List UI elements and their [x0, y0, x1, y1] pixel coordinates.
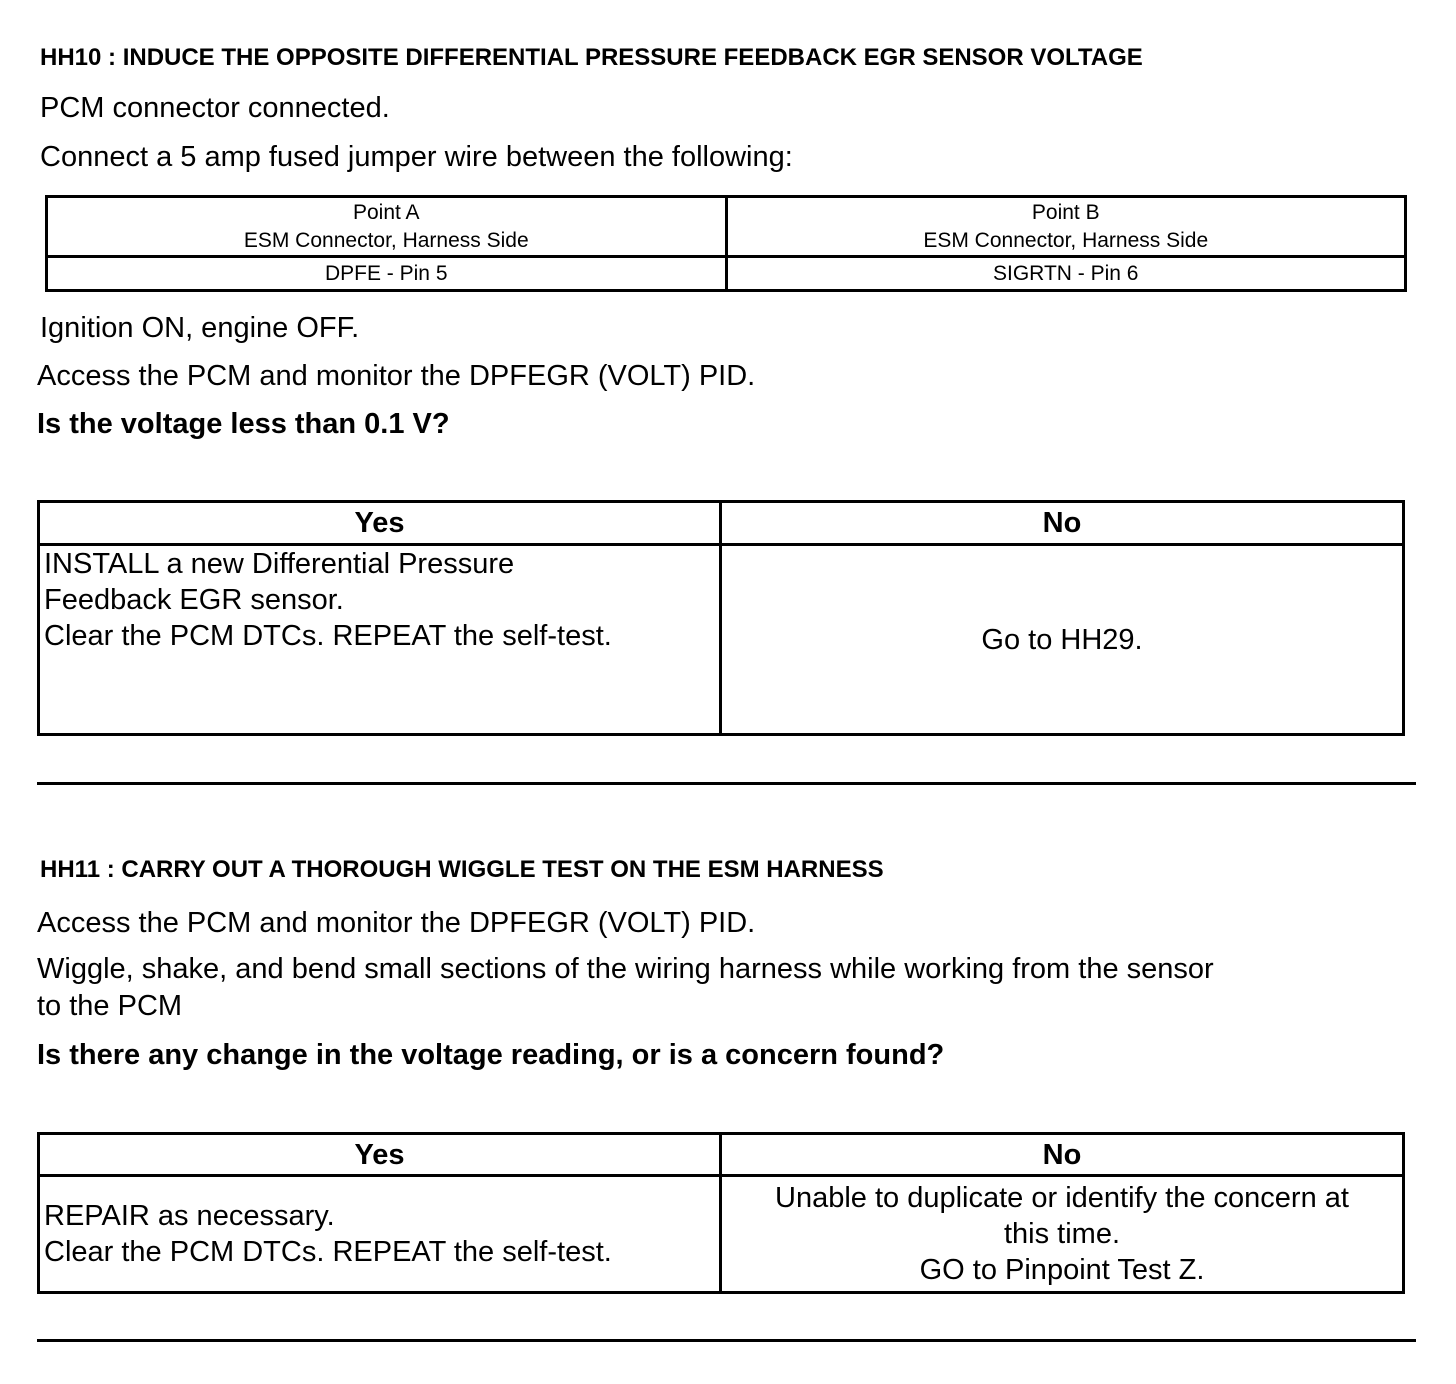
hh11-result-table	[37, 1132, 1405, 1294]
yes-header: Yes	[39, 502, 721, 545]
point-a-value: DPFE - Pin 5	[47, 257, 727, 291]
hh11-question: Is there any change in the voltage reading, or is a concern found?	[37, 1039, 945, 1071]
hh10-title: HH10 : INDUCE THE OPPOSITE DIFFERENTIAL PRESSURE FEEDBACK EGR SENSOR VOLTAGE	[40, 44, 1143, 71]
hh11-step-wiggle-line1: Wiggle, shake, and bend small sections of the wiring harness while working from the sensor	[37, 953, 1214, 985]
hh10-step-connector: PCM connector connected.	[40, 92, 390, 124]
no-header: No	[721, 1134, 1404, 1176]
jumper-table	[45, 195, 1407, 292]
section-divider	[37, 782, 1416, 785]
hh11-title: HH11 : CARRY OUT A THOROUGH WIGGLE TEST ON THE ESM HARNESS	[40, 856, 884, 883]
hh11-step-wiggle-line2: to the PCM	[37, 990, 183, 1022]
hh10-result-table	[37, 500, 1405, 736]
hh10-step-monitor: Access the PCM and monitor the DPFEGR (VOLT) PID.	[37, 360, 756, 392]
yes-header: Yes	[39, 1134, 721, 1176]
point-b-header: Point B ESM Connector, Harness Side	[726, 197, 1406, 257]
yes-action: REPAIR as necessary. Clear the PCM DTCs. REPEAT the self-test.	[39, 1176, 721, 1293]
hh11-step-monitor: Access the PCM and monitor the DPFEGR (VOLT) PID.	[37, 907, 756, 939]
point-a-header: Point A ESM Connector, Harness Side	[47, 197, 727, 257]
hh10-step-ignition: Ignition ON, engine OFF.	[40, 312, 360, 344]
yes-action: INSTALL a new Differential Pressure Feedback EGR sensor. Clear the PCM DTCs. REPEAT the self-test.	[39, 545, 721, 735]
hh10-question: Is the voltage less than 0.1 V?	[37, 408, 450, 440]
section-divider	[37, 1339, 1416, 1342]
no-action: Unable to duplicate or identify the concern at this time. GO to Pinpoint Test Z.	[721, 1176, 1404, 1293]
no-header: No	[721, 502, 1404, 545]
no-action: Go to HH29.	[721, 545, 1404, 735]
hh10-step-jumper: Connect a 5 amp fused jumper wire between the following:	[40, 141, 793, 173]
point-b-value: SIGRTN - Pin 6	[726, 257, 1406, 291]
